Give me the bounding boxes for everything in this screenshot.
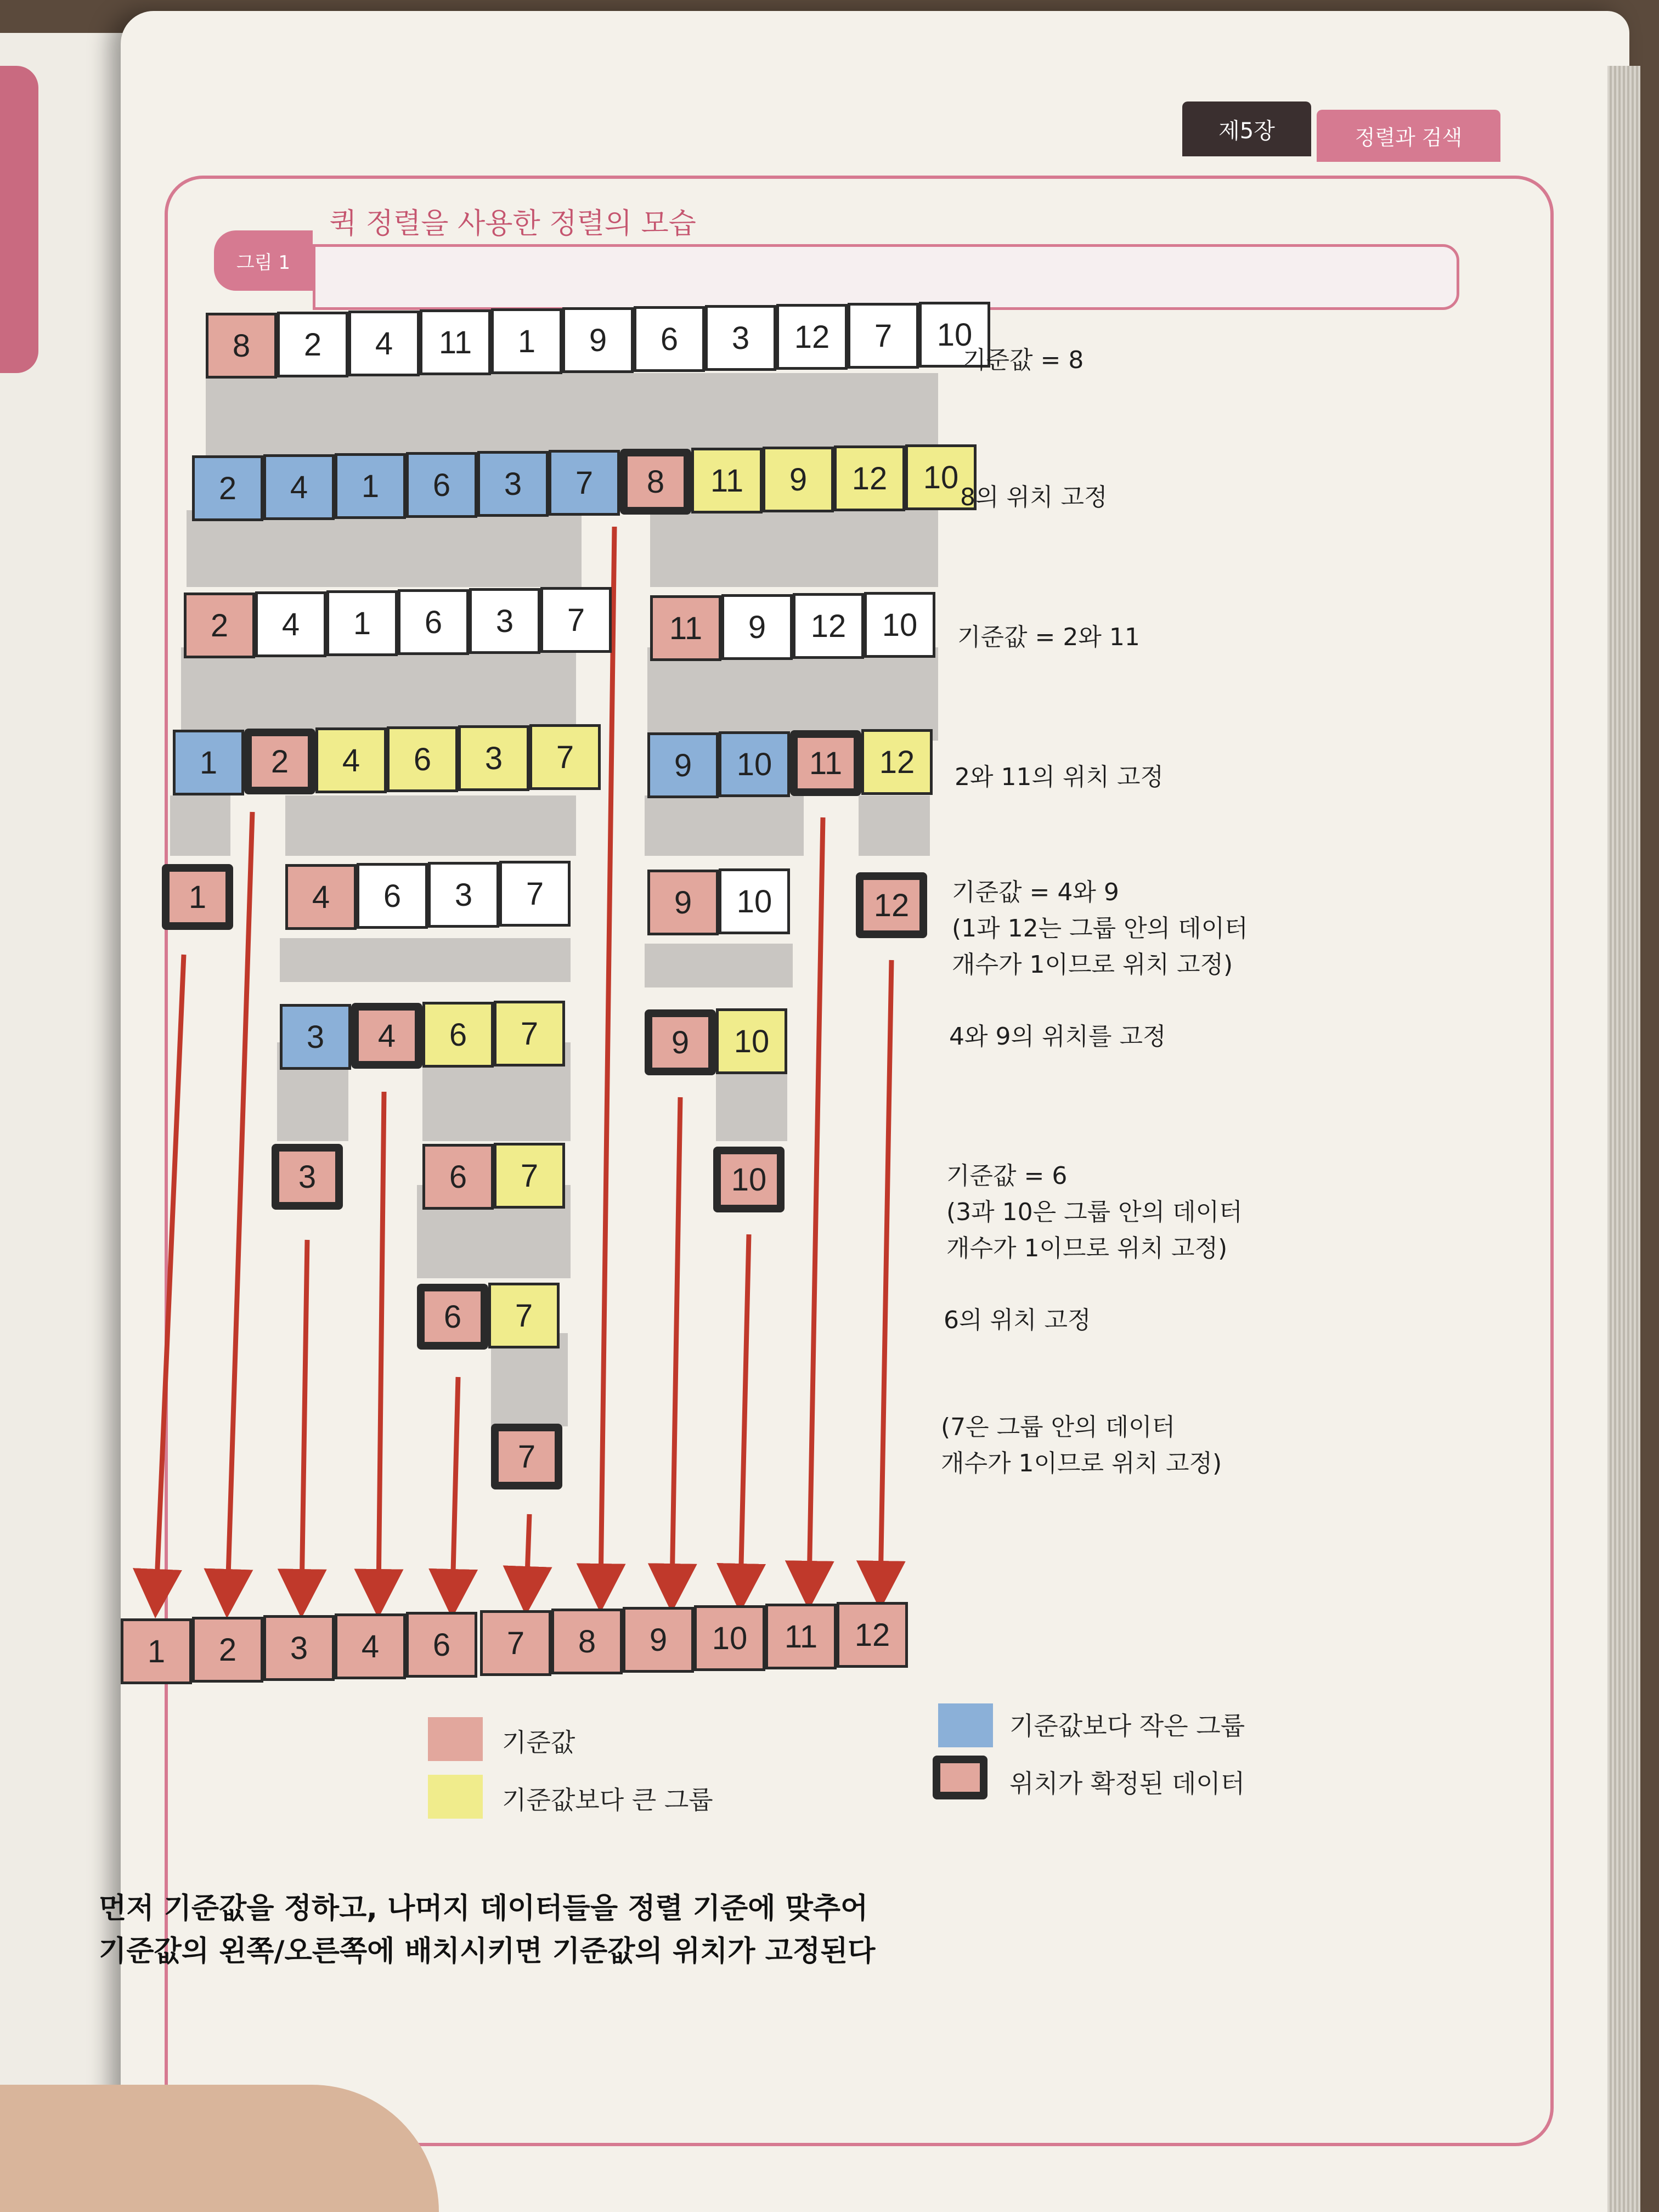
row5-cell-9: 9 xyxy=(647,870,719,935)
band-1 xyxy=(170,795,230,856)
caption-line-1: 먼저 기준값을 정하고, 나머지 데이터들을 정렬 기준에 맞추어 xyxy=(99,1892,868,1925)
row8-cell-7: 7 xyxy=(488,1283,560,1348)
row5-cell-12: 12 xyxy=(856,872,927,938)
row1-cell-3: 3 xyxy=(705,305,776,371)
row1-cell-2: 2 xyxy=(277,312,348,377)
row1-cell-11: 11 xyxy=(420,309,491,375)
row8-cell-6: 6 xyxy=(417,1284,488,1350)
row2-cell-10: 10 xyxy=(905,444,977,510)
figure-title: 퀵 정렬을 사용한 정렬의 모습 xyxy=(329,207,696,240)
sorted-cell-4: 4 xyxy=(335,1613,406,1679)
caption-line-2: 기준값의 왼쪽/오른쪽에 배치시키면 기준값의 위치가 고정된다 xyxy=(99,1935,876,1968)
band-9 xyxy=(645,795,804,856)
sorted-cell-9: 9 xyxy=(623,1607,694,1673)
row4-cell-1: 1 xyxy=(173,730,244,795)
note-row-3: 기준값 = 2와 11 xyxy=(957,623,1140,651)
row4-cell-2: 2 xyxy=(244,729,315,794)
chapter-tab: 제5장 xyxy=(1182,101,1311,156)
note-row-1: 기준값 = 8 xyxy=(963,346,1084,374)
row2-cell-6: 6 xyxy=(406,452,477,518)
band-4b xyxy=(280,938,571,982)
row3-cell-9: 9 xyxy=(721,594,793,660)
row2-cell-7: 7 xyxy=(549,450,620,516)
row2-cell-8: 8 xyxy=(620,449,691,515)
row9-cell-7: 7 xyxy=(491,1424,562,1489)
legend-pivot-swatch xyxy=(428,1717,483,1761)
band-right-3 xyxy=(647,647,938,741)
row7-cell-7: 7 xyxy=(494,1143,565,1209)
row7-cell-10: 10 xyxy=(713,1147,785,1212)
sorted-cell-7: 7 xyxy=(480,1610,551,1676)
row5-cell-6: 6 xyxy=(357,863,428,929)
row5-cell-4: 4 xyxy=(285,864,357,930)
arrow-6 xyxy=(453,1377,458,1594)
row3-cell-12: 12 xyxy=(793,593,864,659)
arrow-9 xyxy=(672,1097,680,1588)
row3-cell-3: 3 xyxy=(469,588,540,654)
row2-cell-4: 4 xyxy=(263,454,335,520)
note-row-7b: (3과 10은 그룹 안의 데이터 xyxy=(946,1198,1243,1226)
arrow-1 xyxy=(156,955,184,1594)
row1-cell-7: 7 xyxy=(848,303,919,369)
row2-cell-12: 12 xyxy=(834,445,905,511)
row6-cell-4: 4 xyxy=(351,1003,422,1069)
band-9b xyxy=(645,944,793,988)
sorted-cell-11: 11 xyxy=(765,1604,837,1669)
sorted-cell-3: 3 xyxy=(263,1615,335,1681)
row3-cell-10: 10 xyxy=(864,592,935,658)
row4-cell-12: 12 xyxy=(861,729,933,795)
row3-cell-11: 11 xyxy=(650,595,721,661)
arrow-4 xyxy=(379,1092,384,1594)
note-row-5b: (1과 12는 그룹 안의 데이터 xyxy=(952,915,1248,943)
note-row-4: 2와 11의 위치 고정 xyxy=(955,763,1164,791)
thumb xyxy=(0,2085,439,2212)
sorted-cell-6: 6 xyxy=(406,1612,477,1678)
note-row-5c: 개수가 1이므로 위치 고정) xyxy=(952,951,1233,979)
row6-cell-7: 7 xyxy=(494,1001,565,1066)
figure-caption xyxy=(99,1887,876,1973)
row7-cell-3: 3 xyxy=(272,1144,343,1210)
arrow-8 xyxy=(601,527,614,1588)
sorted-cell-1: 1 xyxy=(121,1618,192,1684)
row5-cell-1: 1 xyxy=(162,864,233,930)
arrow-7 xyxy=(527,1514,529,1591)
row4-cell-9: 9 xyxy=(647,732,719,798)
note-row-7c: 개수가 1이므로 위치 고정) xyxy=(946,1234,1228,1262)
arrow-3 xyxy=(302,1240,307,1594)
section-tab: 정렬과 검색 xyxy=(1317,110,1500,162)
row1-cell-8: 8 xyxy=(206,313,277,379)
row1-cell-6: 6 xyxy=(634,306,705,372)
legend-smaller-label: 기준값보다 작은 그룹 xyxy=(1009,1711,1245,1741)
row3-cell-6: 6 xyxy=(398,589,469,655)
row1-cell-12: 12 xyxy=(776,304,848,370)
legend-bigger-label: 기준값보다 큰 그룹 xyxy=(502,1785,713,1815)
note-row-2: 8의 위치 고정 xyxy=(960,483,1108,511)
row5-cell-3: 3 xyxy=(428,862,499,928)
row4-cell-6: 6 xyxy=(387,726,458,792)
note-row-6: 4와 9의 위치를 고정 xyxy=(949,1023,1166,1051)
row6-cell-6: 6 xyxy=(422,1002,494,1068)
note-row-9b: 개수가 1이므로 위치 고정) xyxy=(941,1449,1222,1477)
arrow-12 xyxy=(881,960,891,1585)
row2-cell-1: 1 xyxy=(335,453,406,519)
row3-cell-2: 2 xyxy=(184,592,255,658)
row6-cell-10: 10 xyxy=(716,1008,787,1074)
row2-cell-2: 2 xyxy=(192,455,263,521)
legend-pivot-label: 기준값 xyxy=(502,1728,575,1757)
row4-cell-11: 11 xyxy=(790,730,861,796)
sorted-cell-10: 10 xyxy=(694,1605,765,1671)
arrow-2 xyxy=(228,812,252,1594)
row2-cell-3: 3 xyxy=(477,451,549,517)
note-row-8: 6의 위치 고정 xyxy=(944,1306,1091,1334)
band-12 xyxy=(859,795,930,856)
row2-cell-9: 9 xyxy=(763,447,834,512)
row4-cell-10: 10 xyxy=(719,731,790,797)
row4-cell-7: 7 xyxy=(529,724,601,790)
row5-cell-7: 7 xyxy=(499,861,571,927)
row1-cell-4: 4 xyxy=(348,311,420,376)
row2-cell-11: 11 xyxy=(691,448,763,514)
row1-cell-1: 1 xyxy=(491,308,562,374)
row4-cell-4: 4 xyxy=(315,727,387,793)
arrow-11 xyxy=(809,817,823,1585)
band-right-2 xyxy=(650,510,938,587)
legend-fixed-swatch xyxy=(933,1756,988,1799)
legend-smaller-swatch xyxy=(938,1703,993,1747)
row7-cell-6: 6 xyxy=(422,1144,494,1210)
arrow-10 xyxy=(741,1234,749,1588)
row3-cell-1: 1 xyxy=(326,590,398,656)
note-row-7a: 기준값 = 6 xyxy=(946,1162,1068,1190)
row1-cell-9: 9 xyxy=(562,307,634,373)
sorted-cell-12: 12 xyxy=(837,1602,908,1668)
row5-cell-10: 10 xyxy=(719,868,790,934)
row4-cell-3: 3 xyxy=(458,725,529,791)
sorted-cell-2: 2 xyxy=(192,1617,263,1683)
row3-cell-7: 7 xyxy=(540,587,612,653)
figure-badge: 그림 1 xyxy=(214,230,313,291)
note-row-9a: (7은 그룹 안의 데이터 xyxy=(941,1413,1176,1441)
band-left-2 xyxy=(187,510,582,587)
legend-fixed-label: 위치가 확정된 데이터 xyxy=(1009,1769,1245,1798)
band-4 xyxy=(285,795,576,856)
row3-cell-4: 4 xyxy=(255,591,326,657)
legend-bigger-swatch xyxy=(428,1775,483,1819)
row6-cell-9: 9 xyxy=(645,1009,716,1075)
row6-cell-3: 3 xyxy=(280,1004,351,1070)
row1-cell-10: 10 xyxy=(919,302,990,368)
note-row-5a: 기준값 = 4와 9 xyxy=(952,878,1119,906)
sorted-cell-8: 8 xyxy=(551,1609,623,1674)
